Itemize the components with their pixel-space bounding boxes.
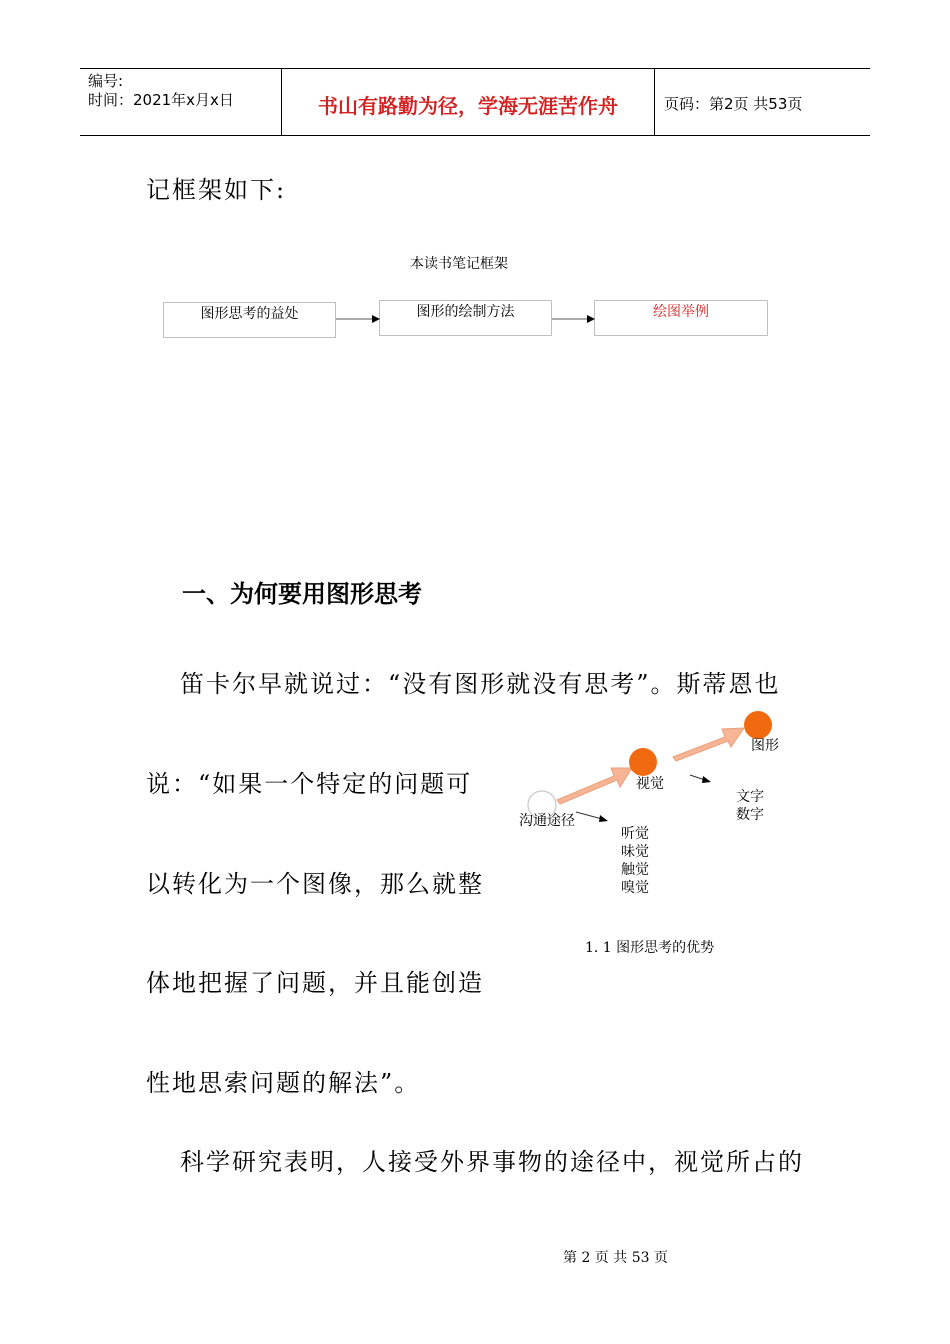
diagram-label-vision: 视觉 (636, 776, 664, 792)
intro-line: 记框架如下: (146, 176, 287, 204)
diagram-label-taste: 味觉 (621, 844, 649, 860)
diagram-label-touch: 触觉 (621, 862, 649, 878)
diagram-arrow-graphic (673, 728, 744, 761)
body-line-6: 科学研究表明，人接受外界事物的途径中，视觉所占的 (180, 1148, 804, 1176)
framework-box-2-label: 图形的绘制方法 (416, 304, 515, 320)
body-line-4: 体地把握了问题，并且能创造 (146, 969, 484, 997)
body-line-3: 以转化为一个图像，那么就整 (146, 870, 484, 898)
figure-caption: 1. 1 图形思考的优势 (585, 940, 715, 956)
framework-box-1-label: 图形思考的益处 (200, 306, 299, 322)
header-motto: 书山有路勤为径，学海无涯苦作舟 (318, 94, 618, 118)
framework-arrowhead-2 (587, 315, 595, 323)
communication-diagram (500, 700, 820, 910)
framework-arrowhead-1 (372, 315, 380, 323)
diagram-node-graphic-circle (744, 711, 772, 739)
diagram-node-vision-circle (629, 748, 657, 776)
header-time-label: 时间：2021年x月x日 (88, 91, 234, 109)
framework-box-3-label: 绘图举例 (653, 304, 709, 320)
body-line-2: 说：“如果一个特定的问题可 (146, 770, 473, 798)
diagram-label-number: 数字 (736, 807, 764, 823)
diagram-label-text: 文字 (736, 789, 764, 805)
diagram-thin-arrow-senses (576, 812, 602, 819)
diagram-label-graphic: 图形 (751, 738, 779, 754)
diagram-thin-arrowhead-text (702, 776, 711, 783)
diagram-label-smell: 嗅觉 (621, 880, 649, 896)
diagram-label-hearing: 听觉 (621, 826, 649, 842)
header-number-label: 编号: (88, 72, 124, 90)
page-footer: 第 2 页 共 53 页 (563, 1250, 668, 1266)
diagram-label-root: 沟通途径 (519, 813, 575, 829)
section1-heading: 一、为何要用图形思考 (182, 580, 422, 608)
framework-title: 本读书笔记框架 (410, 256, 508, 272)
diagram-arrow-vision (557, 768, 632, 804)
framework-arrows (0, 0, 950, 400)
diagram-thin-arrowhead-senses (599, 815, 608, 822)
body-line-5: 性地思索问题的解法”。 (146, 1069, 421, 1097)
body-line-1: 笛卡尔早就说过：“没有图形就没有思考”。斯蒂恩也 (180, 670, 781, 698)
header-page-info: 页码：第2页 共53页 (664, 95, 803, 113)
